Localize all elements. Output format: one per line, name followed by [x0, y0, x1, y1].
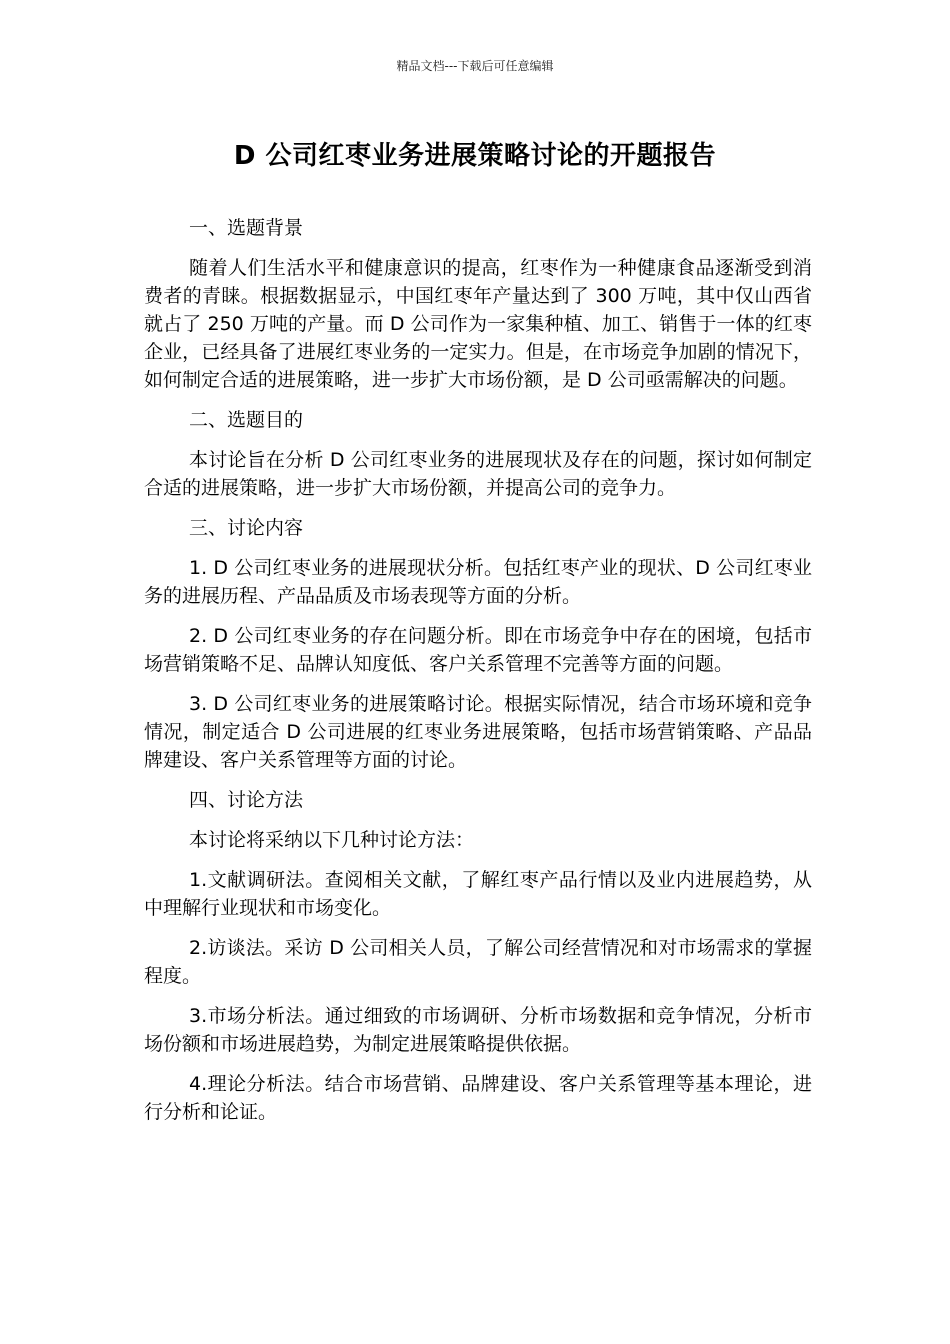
- section-heading-content: 三、讨论内容: [189, 517, 304, 539]
- paragraph-methods-intro: 本讨论将采纳以下几种讨论方法：: [189, 829, 475, 851]
- header-note: 精品文档---下载后可任意编辑: [396, 59, 554, 73]
- paragraph-content-item-1: 1. D 公司红枣业务的进展现状分析。包括红枣产业的现状、D 公司红枣业务的进展历程、产品品质及市场表现等方面的分析。: [144, 557, 812, 607]
- paragraph-method-1: 1.文献调研法。查阅相关文献，了解红枣产品行情以及业内进展趋势，从中理解行业现状和市场变化。: [144, 869, 812, 919]
- paragraph-purpose: 本讨论旨在分析 D 公司红枣业务的进展现状及存在的问题，探讨如何制定合适的进展策略，进一步扩大市场份额，并提高公司的竞争力。: [144, 449, 812, 499]
- paragraph-content-item-3: 3. D 公司红枣业务的进展策略讨论。根据实际情况，结合市场环境和竞争情况，制定适合 D 公司进展的红枣业务进展策略，包括市场营销策略、产品品牌建设、客户关系管理等方面的讨论。: [144, 693, 812, 771]
- section-heading-purpose: 二、选题目的: [189, 409, 304, 431]
- paragraph-method-4: 4.理论分析法。结合市场营销、品牌建设、客户关系管理等基本理论，进行分析和论证。: [144, 1073, 812, 1123]
- paragraph-background: 随着人们生活水平和健康意识的提高，红枣作为一种健康食品逐渐受到消费者的青睐。根据数据显示，中国红枣年产量达到了 300 万吨，其中仅山西省就占了 250 万吨的产量。而 D 公司作为一家集种植、加工、销售于一体的红枣企业，已经具备了进展红枣业务的一定实力。但是，在市场竞争加剧的情况下，如何制定合适的进展策略，进一步扩大市场份额，是 D 公司亟需解决的问题。: [144, 257, 812, 391]
- section-heading-methods: 四、讨论方法: [189, 789, 304, 811]
- document-body: [144, 214, 812, 1138]
- paragraph-content-item-2: 2. D 公司红枣业务的存在问题分析。即在市场竞争中存在的困境，包括市场营销策略不足、品牌认知度低、客户关系管理不完善等方面的问题。: [144, 625, 812, 675]
- section-heading-background: 一、选题背景: [189, 217, 304, 239]
- paragraph-method-2: 2.访谈法。采访 D 公司相关人员，了解公司经营情况和对市场需求的掌握程度。: [144, 937, 812, 987]
- paragraph-method-3: 3.市场分析法。通过细致的市场调研、分析市场数据和竞争情况，分析市场份额和市场进展趋势，为制定进展策略提供依据。: [144, 1005, 812, 1055]
- document-title: D 公司红枣业务进展策略讨论的开题报告: [233, 141, 717, 171]
